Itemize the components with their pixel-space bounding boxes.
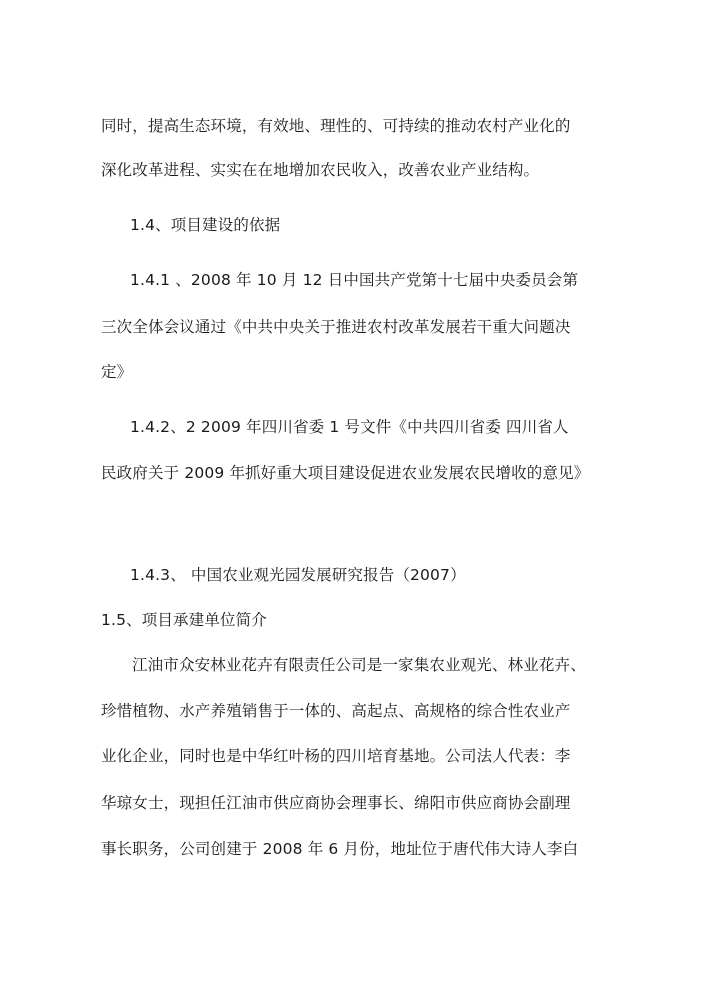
- paragraph-line: 事长职务，公司创建于 2008 年 6 月份，地址位于唐代伟大诗人李白: [101, 840, 579, 858]
- paragraph-line: 民政府关于 2009 年抓好重大项目建设促进农业发展农民增收的意见》: [101, 464, 590, 482]
- paragraph-line: 珍惜植物、水产养殖销售于一体的、高起点、高规格的综合性农业产: [101, 702, 571, 720]
- paragraph-line: 定》: [101, 363, 133, 381]
- list-item-1-4-3: 1.4.3、 中国农业观光园发展研究报告（2007）: [130, 566, 466, 584]
- section-heading-1-5: 1.5、项目承建单位简介: [101, 611, 267, 629]
- paragraph-line: 江油市众安林业花卉有限责任公司是一家集农业观光、林业花卉、: [132, 656, 586, 674]
- paragraph-line: 同时，提高生态环境，有效地、理性的、可持续的推动农村产业化的: [101, 117, 571, 135]
- paragraph-line: 深化改革进程、实实在在地增加农民收入，改善农业产业结构。: [101, 161, 540, 179]
- section-heading-1-4: 1.4、项目建设的依据: [130, 216, 281, 234]
- list-item-1-4-2: 1.4.2、2 2009 年四川省委 1 号文件《中共四川省委 四川省人: [130, 418, 569, 436]
- paragraph-line: 业化企业，同时也是中华红叶杨的四川培育基地。公司法人代表：李: [101, 747, 571, 765]
- paragraph-line: 三次全体会议通过《中共中央关于推进农村改革发展若干重大问题决: [101, 318, 571, 336]
- paragraph-line: 华琼女士，现担任江油市供应商协会理事长、绵阳市供应商协会副理: [101, 794, 571, 812]
- list-item-1-4-1: 1.4.1 、2008 年 10 月 12 日中国共产党第十七届中央委员会第: [130, 271, 579, 289]
